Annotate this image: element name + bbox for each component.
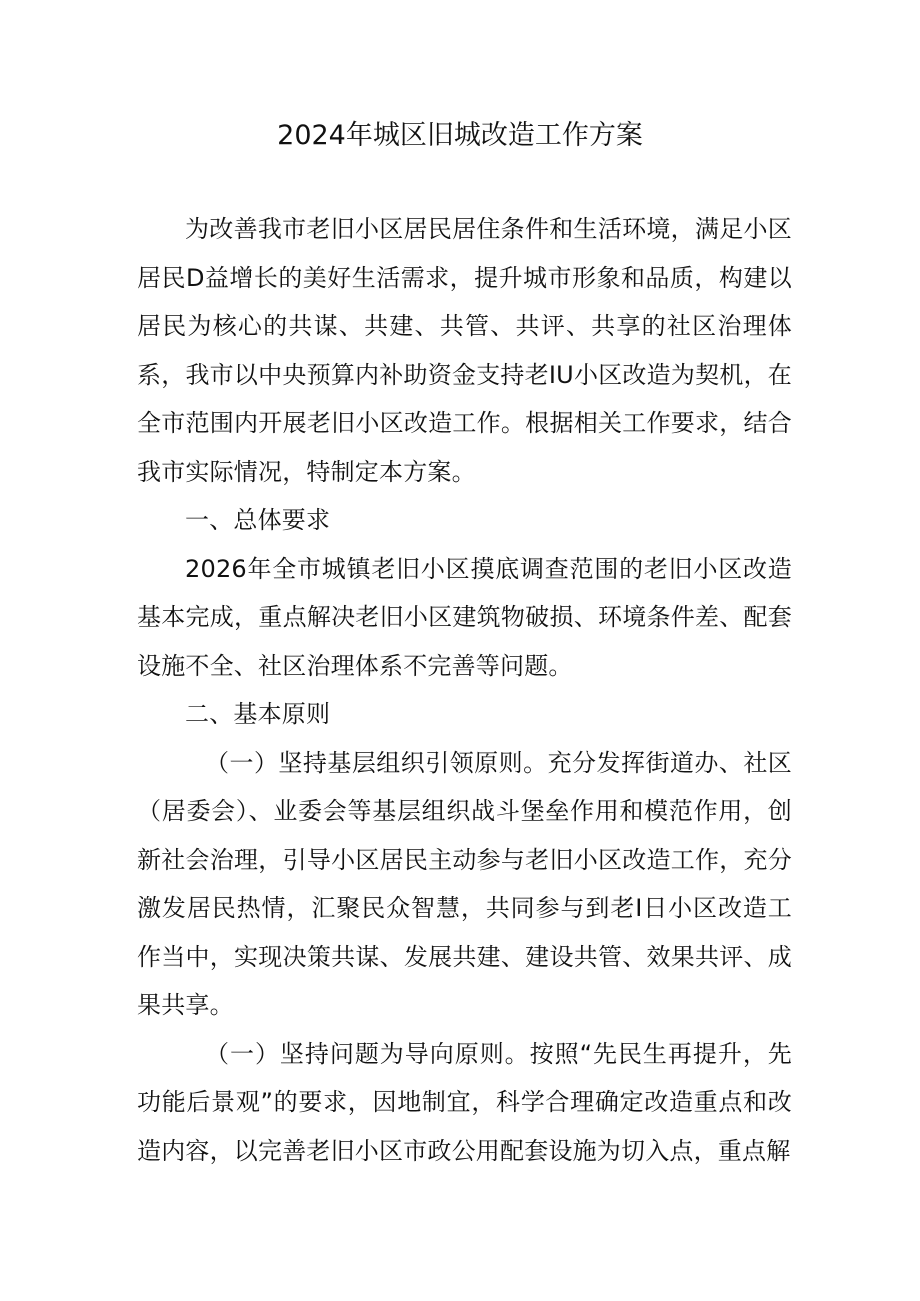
document-title: 2024年城区旧城改造工作方案	[277, 120, 643, 151]
general-requirements-paragraph: 2026年全市城镇老旧小区摸底调查范围的老旧小区改造基本完成，重点解决老旧小区建筑物破损、环境条件差、配套设施不全、社区治理体系不完善等问题。	[137, 554, 792, 680]
document-body	[137, 205, 792, 1175]
intro-paragraph: 为改善我市老旧小区居民居住条件和生活环境，满足小区居民D益增长的美好生活需求，提升城市形象和品质，构建以居民为核心的共谋、共建、共管、共评、共享的社区治理体系，我市以中央预算内补助资金支持老IU小区改造为契机，在全市范围内开展老旧小区改造工作。根据相关工作要求，结合我市实际情况，特制定本方案。	[137, 215, 792, 486]
principle-grassroots-paragraph: （一）坚持基层组织引领原则。充分发挥街道办、社区（居委会）、业委会等基层组织战斗堡垒作用和模范作用，创新社会治理，引导小区居民主动参与老旧小区改造工作，充分激发居民热情，汇聚民众智慧，共同参与到老I日小区改造工作当中，实现决策共谋、发展共建、建设共管、效果共评、成果共享。	[137, 748, 792, 1019]
principle-problem-oriented-paragraph: （一）坚持问题为导向原则。按照“先民生再提升，先功能后景观”的要求，因地制宜，科学合理确定改造重点和改造内容，以完善老旧小区市政公用配套设施为切入点，重点解	[137, 1039, 792, 1165]
section-heading-basic-principles: 二、基本原则	[185, 700, 331, 728]
section-heading-general-requirements: 一、总体要求	[185, 506, 331, 534]
